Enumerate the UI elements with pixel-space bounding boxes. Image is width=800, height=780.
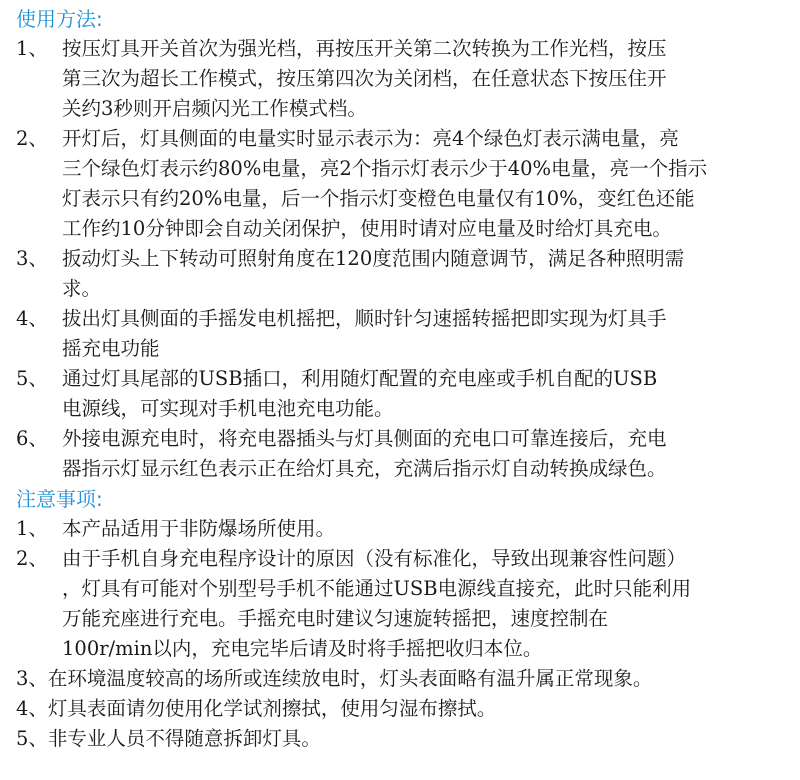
item-text-line: 摇充电功能 — [62, 337, 160, 360]
item-number: 1、 — [16, 37, 48, 60]
item-text-line: 器指示灯显示红色表示正在给灯具充，充满后指示灯自动转换成绿色。 — [62, 457, 667, 480]
item-text-line: 100r/min以内，充电完毕后请及时将手摇把收归本位。 — [62, 637, 543, 660]
item-text-line: ，灯具有可能对个别型号手机不能通过USB电源线直接充，此时只能利用 — [62, 577, 692, 600]
item-text-line: 灯表示只有约20%电量，后一个指示灯变橙色电量仅有10%，变红色还能 — [62, 187, 695, 210]
list-item — [0, 514, 800, 544]
list-item — [0, 304, 800, 364]
list-item — [0, 34, 800, 124]
list-item: 3、在环境温度较高的场所或连续放电时，灯头表面略有温升属正常现象。 — [16, 667, 653, 690]
list-item — [0, 124, 800, 244]
list-item — [0, 424, 800, 484]
item-number: 2、 — [16, 547, 48, 570]
item-text-line: 工作约10分钟即会自动关闭保护，使用时请对应电量及时给灯具充电。 — [62, 217, 672, 240]
item-text-line: 第三次为超长工作模式，按压第四次为关闭档，在任意状态下按压住开 — [62, 67, 667, 90]
item-number: 4、 — [16, 307, 48, 330]
item-number: 3、 — [16, 247, 48, 270]
notes-inline-list — [0, 664, 800, 754]
item-text-line: 通过灯具尾部的USB插口，利用随灯配置的充电座或手机自配的USB — [62, 367, 658, 390]
item-text-line: 拔出灯具侧面的手摇发电机摇把，顺时针匀速摇转摇把即实现为灯具手 — [62, 307, 667, 330]
usage-list — [0, 34, 800, 484]
list-item — [0, 544, 800, 664]
item-text-line: 扳动灯头上下转动可照射角度在120度范围内随意调节，满足各种照明需 — [62, 247, 685, 270]
item-text-line: 开灯后，灯具侧面的电量实时显示表示为：亮4个绿色灯表示满电量，亮 — [62, 127, 679, 150]
item-text-line: 外接电源充电时，将充电器插头与灯具侧面的充电口可靠连接后，充电 — [62, 427, 667, 450]
item-number: 2、 — [16, 127, 48, 150]
item-number: 6、 — [16, 427, 48, 450]
item-text-line: 电源线，可实现对手机电池充电功能。 — [62, 397, 394, 420]
list-item: 5、非专业人员不得随意拆卸灯具。 — [16, 727, 321, 750]
item-text-line: 关约3秒则开启频闪光工作模式档。 — [62, 97, 367, 120]
notes-list — [0, 514, 800, 664]
item-text-line: 按压灯具开关首次为强光档，再按压开关第二次转换为工作光档，按压 — [62, 37, 667, 60]
item-text-line: 万能充座进行充电。手摇充电时建议匀速旋转摇把，速度控制在 — [62, 607, 609, 630]
item-number: 5、 — [16, 367, 48, 390]
item-text-line: 三个绿色灯表示约80%电量，亮2个指示灯表示少于40%电量，亮一个指示 — [62, 157, 708, 180]
item-text-line: 本产品适用于非防爆场所使用。 — [62, 517, 336, 540]
item-text-line: 求。 — [62, 277, 102, 300]
usage-heading: 使用方法: — [16, 7, 103, 31]
list-item: 4、灯具表面请勿使用化学试剂擦拭，使用匀湿布擦拭。 — [16, 697, 497, 720]
item-text-line: 由于手机自身充电程序设计的原因（没有标准化，导致出现兼容性问题） — [62, 547, 687, 570]
notes-heading: 注意事项: — [16, 487, 103, 511]
item-number: 1、 — [16, 517, 48, 540]
list-item — [0, 364, 800, 424]
list-item — [0, 244, 800, 304]
